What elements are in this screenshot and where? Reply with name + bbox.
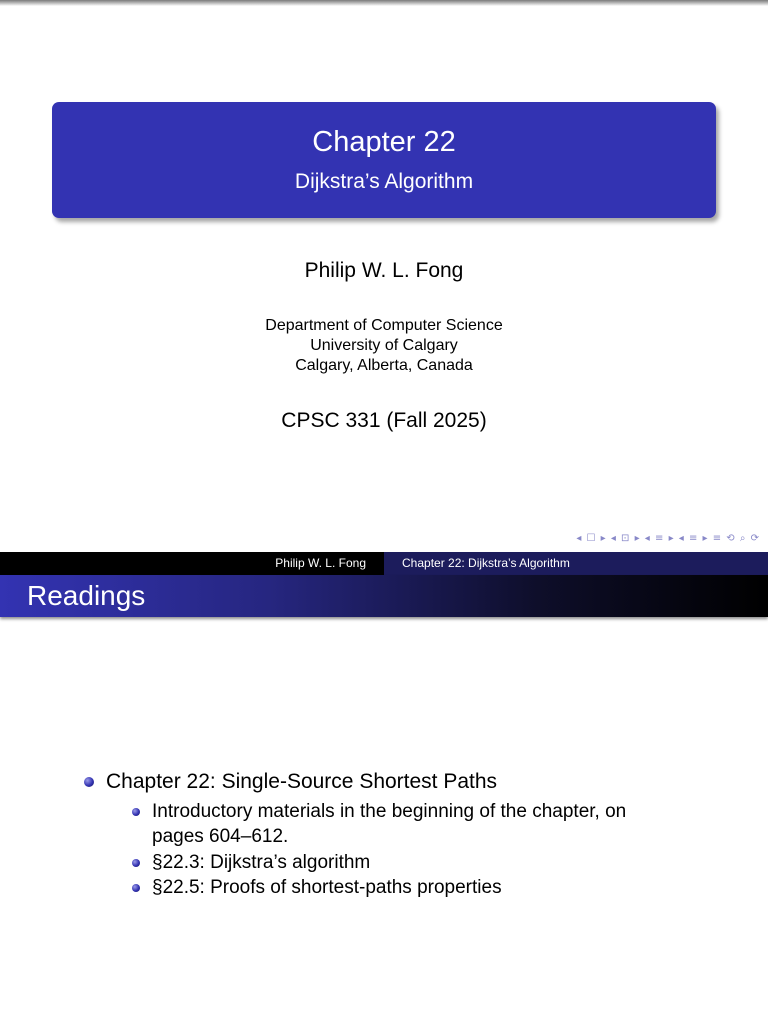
- frame-title-bar: [0, 575, 768, 617]
- bullet-icon: [84, 777, 94, 787]
- sub-list-item: Introductory materials in the beginning of the chapter, on: [152, 801, 627, 822]
- course-date: CPSC 331 (Fall 2025): [281, 409, 487, 432]
- sub-bullet-icon: [132, 808, 140, 816]
- footer-title: Chapter 22: Dijkstra’s Algorithm: [384, 552, 768, 575]
- slide-footer: [0, 552, 768, 575]
- institute-line: Department of Computer Science: [265, 317, 503, 334]
- slide-title: Chapter 22: [312, 126, 456, 158]
- list-item: Chapter 22: Single-Source Shortest Paths: [106, 770, 498, 793]
- top-divider: [0, 0, 768, 6]
- institute-line: University of Calgary: [310, 337, 458, 354]
- sub-list-item-continuation: pages 604–612.: [152, 826, 289, 847]
- institute-line: Calgary, Alberta, Canada: [295, 357, 473, 374]
- slide-subtitle: Dijkstra’s Algorithm: [294, 170, 474, 193]
- frame-title: Readings: [27, 580, 146, 611]
- institute-block: [0, 316, 768, 376]
- beamer-navigation-icons[interactable]: ◂ ☐ ▸ ◂ ⊡ ▸ ◂ ≡ ▸ ◂ ≡ ▸ ≡ ⟲ ⌕ ⟳: [576, 533, 760, 544]
- sub-bullet-icon: [132, 859, 140, 867]
- sub-bullet-icon: [132, 884, 140, 892]
- title-block: [52, 102, 716, 218]
- sub-list-item: §22.5: Proofs of shortest-paths properties: [152, 877, 502, 898]
- footer-author: Philip W. L. Fong: [0, 552, 384, 575]
- sub-list-item: §22.3: Dijkstra’s algorithm: [152, 852, 371, 873]
- author-name: Philip W. L. Fong: [304, 259, 464, 282]
